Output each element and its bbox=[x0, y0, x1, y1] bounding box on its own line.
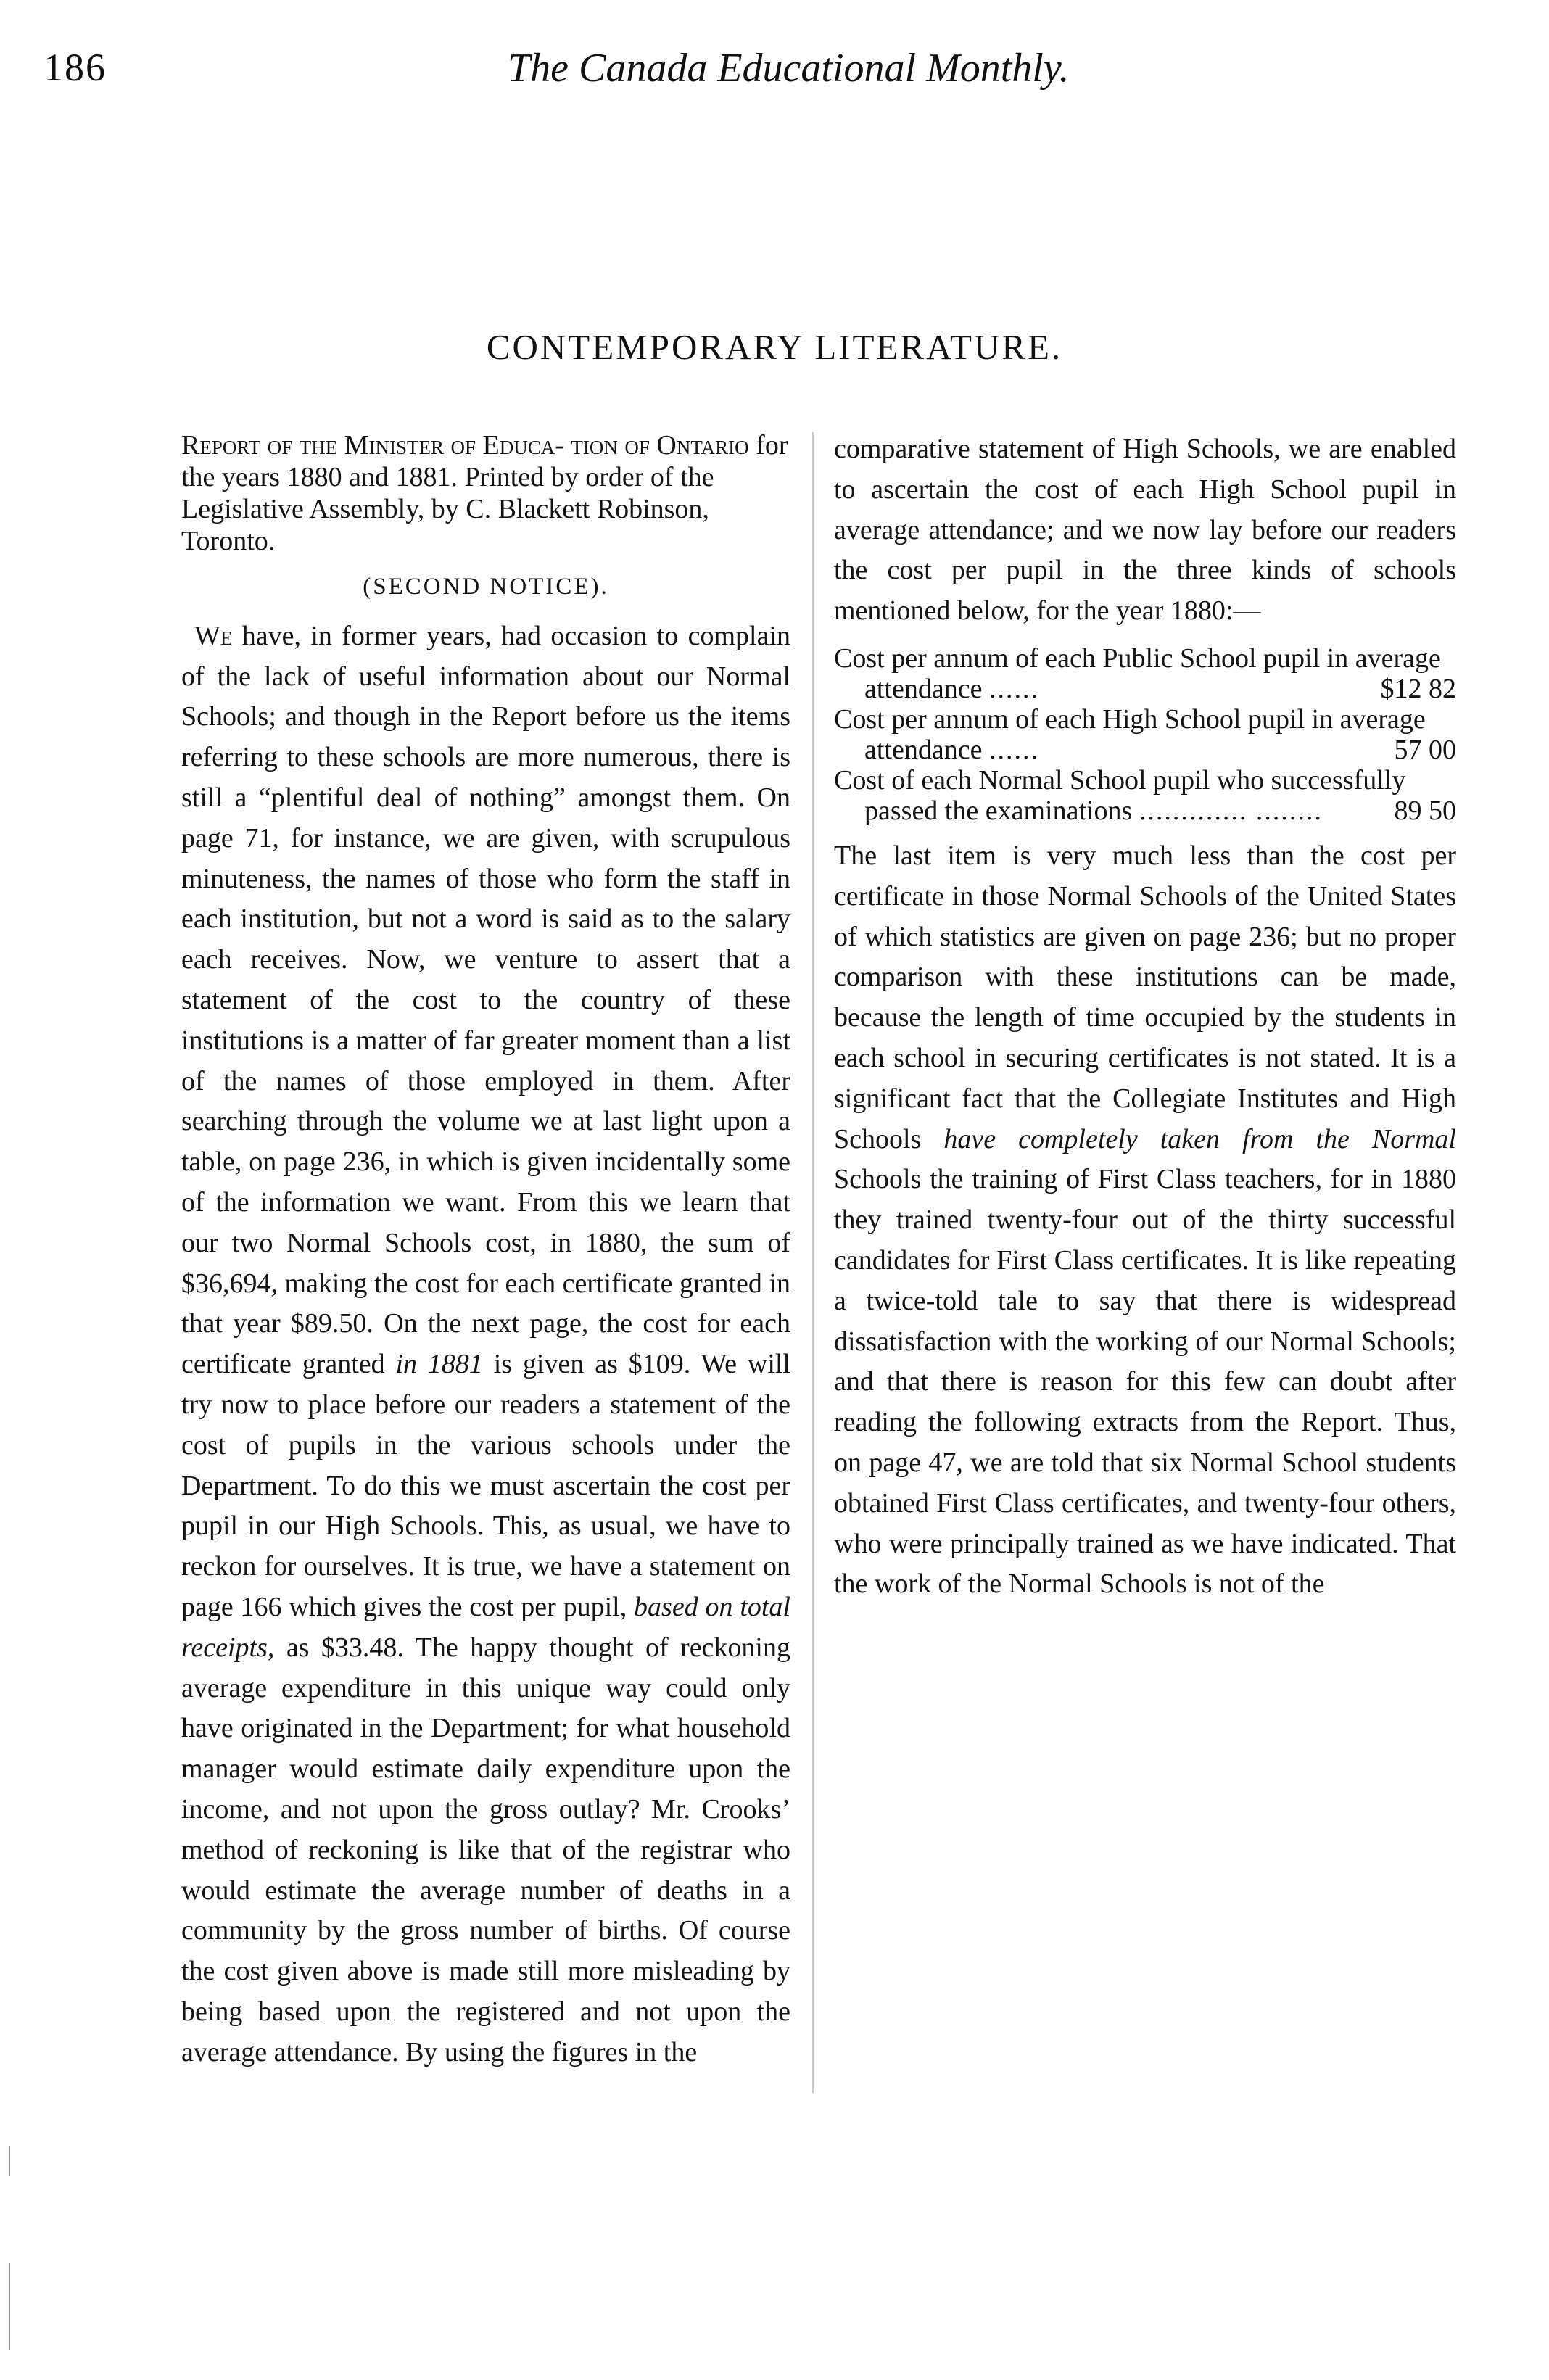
cost-label: Cost per annum of each Public School pupil in average attendance bbox=[834, 642, 1441, 704]
running-head bbox=[0, 45, 1549, 110]
paragraph-text: have, in former years, had occasion to complain of the lack of useful information about our Normal Schools; and though in the Report before us the items referring to these schools are more numerous, there is still a “plentiful deal of nothing” amongst them. On page 71, for instance, we are given, with scrupulous minuteness, the names of those who form the staff in each institution, but not a word is said as to the salary each receives. Now, we venture to assert that a statement of the cost to the country of these institutions is a matter of far greater moment than a list of the names of those employed in them. After searching through the volume we at last light upon a table, on page 236, in which is given incidentally some of the information we want. From this we learn that our two Normal Schools cost, in 1880, the sum of $36,694, making the cost for each certificate granted in that year $89.50. On the next page, the cost for each certificate granted bbox=[181, 620, 790, 1380]
paragraph-text: as $33.48. The happy thought of reckoning average expenditure in this unique way could only have originated in the Department; for what household manager would estimate daily expenditure upon the income, and not upon the gross outlay? Mr. Crooks’ method of reckoning is like that of the registrar who would estimate the average number of deaths in a community by the gross number of births. Of course the cost given above is made still more misleading by being based upon the registered and not upon the average attendance. By using the figures in the bbox=[181, 1632, 790, 2067]
paragraph-italic: based on total receipts, bbox=[181, 1591, 790, 1663]
review-heading-smallcaps-1: Report of the Minister of Educa- bbox=[181, 430, 564, 460]
cost-value: 89 50 bbox=[1394, 795, 1456, 826]
page-number: 186 bbox=[44, 46, 107, 89]
scan-edge-mark bbox=[9, 2146, 10, 2176]
cost-value: 57 00 bbox=[1394, 734, 1456, 765]
cost-row bbox=[834, 643, 1456, 704]
cost-row bbox=[834, 765, 1456, 826]
paragraph-italic: in 1881 bbox=[395, 1349, 483, 1380]
paragraph-text: is given as $109. We will try now to place before our readers a statement of the cost of pupils in the various schools under the Department. To do this we must ascertain the cost per pupil in our High Schools. This, as usual, we have to reckon for ourselves. It is true, we have a statement on page 166 which gives the cost per pupil, bbox=[181, 1349, 790, 1622]
dot-leader: ............. ........ bbox=[1139, 795, 1323, 826]
review-heading-smallcaps-2: tion of Ontario bbox=[571, 430, 749, 460]
cost-label: Cost per annum of each High School pupil in average attendance bbox=[834, 703, 1426, 765]
section-title: CONTEMPORARY LITERATURE. bbox=[486, 327, 1063, 367]
cost-value: $12 82 bbox=[1380, 673, 1456, 704]
review-paragraph-1-continued: comparative statement of High Schools, we are enabled to ascertain the cost of each High School pupil in average attendance; and we now lay before our readers the cost per pupil in the three kinds of schools mentioned below, for the year 1880:— bbox=[834, 434, 1456, 627]
review-paragraph-2 bbox=[834, 836, 1456, 1605]
journal-title: The Canada Educational Monthly. bbox=[508, 46, 1070, 91]
paragraph-text: Schools the training of First Class teachers, for in 1880 they trained twenty-four out of the thirty successful candidates for First Class certificates. It is like repeating a twice-told tale to say that there is widespread dissatisfaction with the working of our Normal Schools; and that there is reason for this few can doubt after reading the following extracts from the Report. Thus, on page 47, we are told that six Normal School students obtained First Class certificates, and twenty-four others, who were principally trained as we have indicated. That the work of the Normal Schools is not of the bbox=[834, 1164, 1456, 1600]
lead-word: We bbox=[194, 620, 233, 651]
scan-edge-mark bbox=[9, 2263, 10, 2350]
cost-table bbox=[834, 643, 1456, 826]
paragraph-italic: have completely taken from the Normal bbox=[943, 1123, 1456, 1154]
left-column bbox=[181, 429, 790, 2073]
cost-row bbox=[834, 704, 1456, 765]
column-divider bbox=[812, 432, 814, 2093]
notice-label: (SECOND NOTICE). bbox=[363, 574, 609, 600]
right-column bbox=[834, 429, 1456, 1605]
dot-leader: ...... bbox=[988, 673, 1039, 704]
review-heading-rest: for the years 1880 and 1881. Printed by order of the Legislative Assembly, by C. Blackett Robinson, Toronto. bbox=[181, 430, 788, 556]
review-heading bbox=[181, 429, 790, 557]
cost-label: Cost of each Normal School pupil who successfully passed the examinations bbox=[834, 764, 1406, 826]
paragraph-text: The last item is very much less than the cost per certificate in those Normal Schools of the United States of which statistics are given on page 236; but no proper comparison with these institutions can be made, because the length of time occupied by the students in each school in securing certificates is not stated. It is a significant fact that the Collegiate Institutes and High Schools bbox=[834, 840, 1456, 1154]
review-paragraph-1 bbox=[181, 616, 790, 2073]
dot-leader: ...... bbox=[988, 734, 1039, 765]
